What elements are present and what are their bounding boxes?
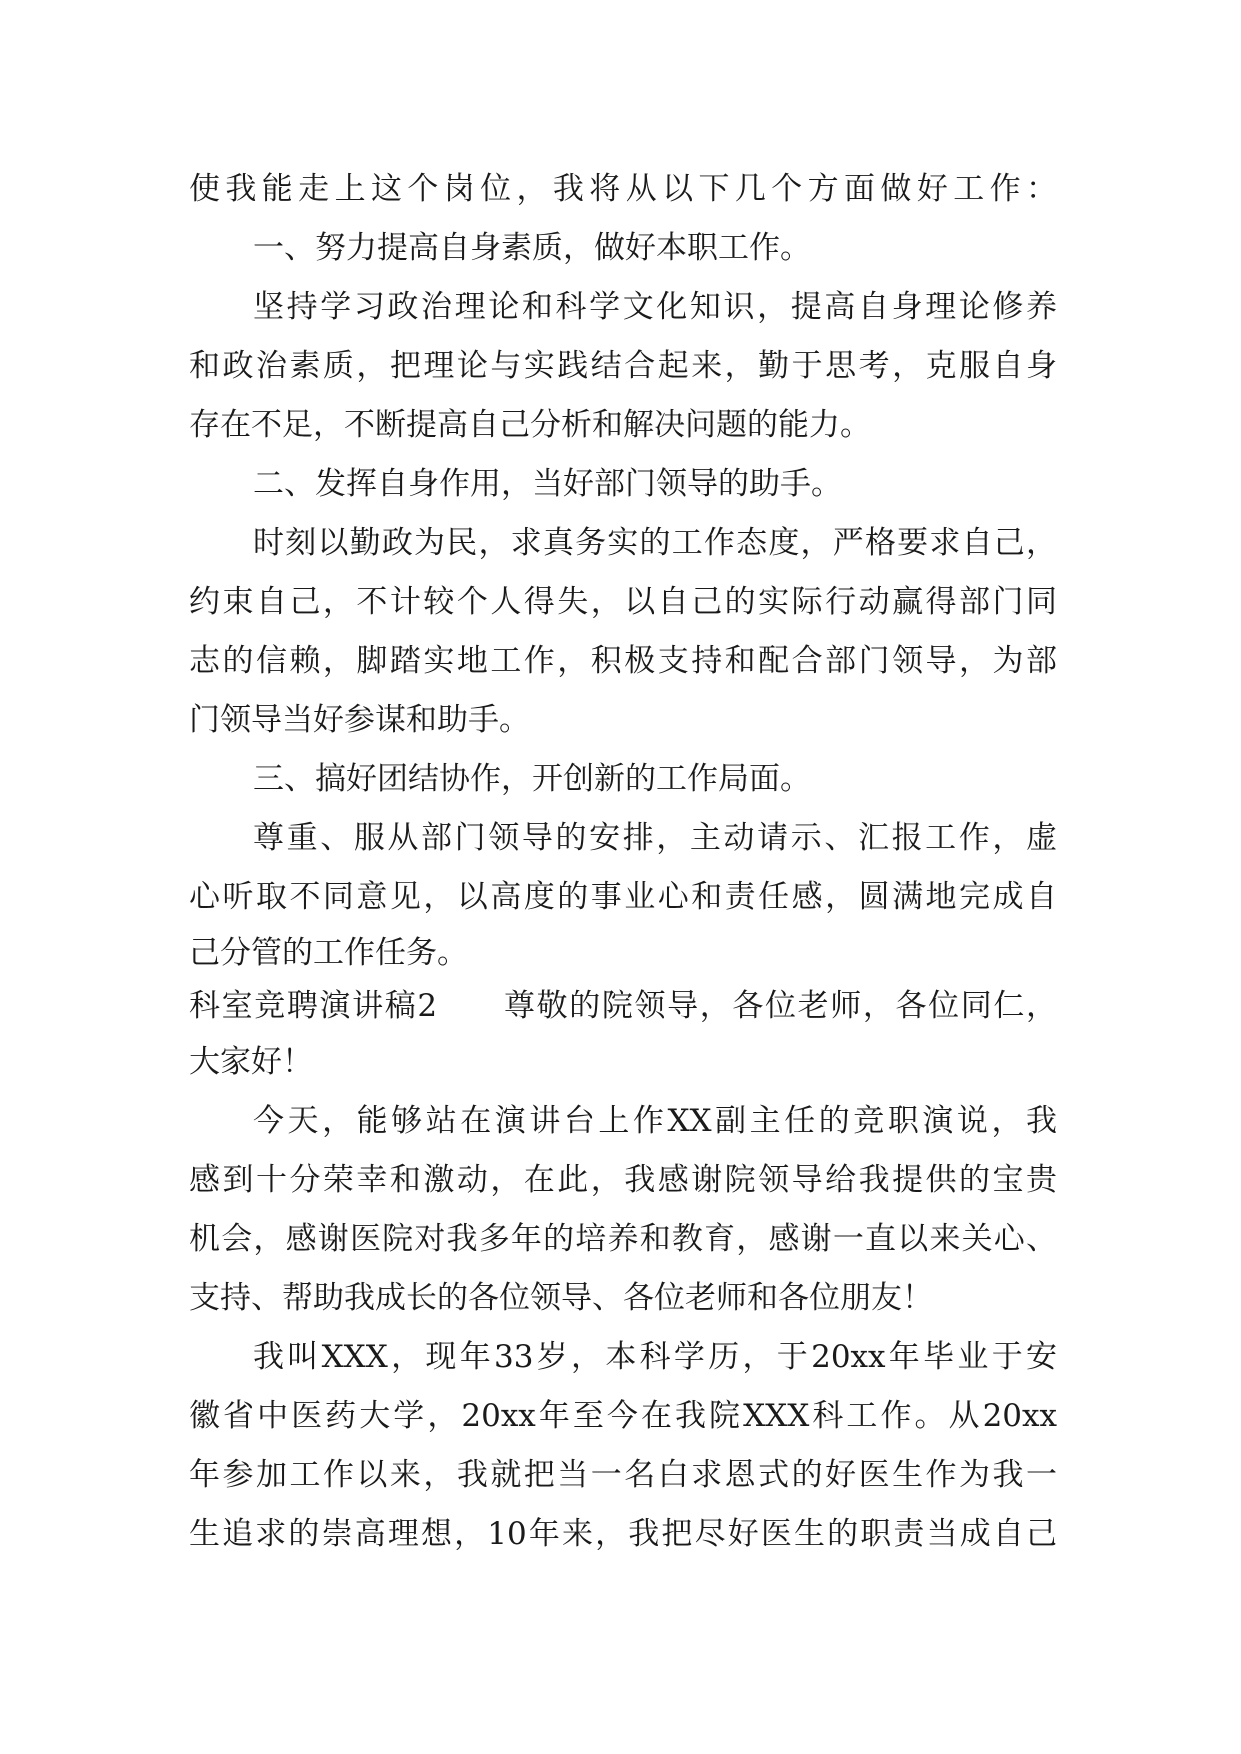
paragraph-line: 时刻以勤政为民，求真务实的工作态度，严格要求自己， bbox=[253, 525, 1057, 561]
paragraph-line: 存在不足，不断提高自己分析和解决问题的能力。 bbox=[189, 407, 871, 443]
paragraph-line: 感到十分荣幸和激动，在此，我感谢院领导给我提供的宝贵 bbox=[189, 1162, 1057, 1198]
paragraph-line: 己分管的工作任务。 bbox=[189, 935, 468, 971]
paragraph-line: 我叫XXX，现年33岁，本科学历，于20xx年毕业于安 bbox=[253, 1339, 1057, 1375]
paragraph-line: 使我能走上这个岗位，我将从以下几个方面做好工作： bbox=[189, 171, 1057, 207]
paragraph-line: 尊重、服从部门领导的安排，主动请示、汇报工作，虚 bbox=[253, 820, 1057, 856]
paragraph-line: 机会，感谢医院对我多年的培养和教育，感谢一直以来关心、 bbox=[189, 1221, 1057, 1257]
section-heading-3: 三、搞好团结协作，开创新的工作局面。 bbox=[253, 761, 811, 797]
speech-title-line: 科室竞聘演讲稿2 尊敬的院领导，各位老师，各位同仁， bbox=[189, 988, 1057, 1024]
section-heading-2: 二、发挥自身作用，当好部门领导的助手。 bbox=[253, 466, 842, 502]
paragraph-line: 今天，能够站在演讲台上作XX副主任的竞职演说，我 bbox=[253, 1103, 1057, 1139]
document-body bbox=[189, 160, 1057, 1564]
paragraph-line: 志的信赖，脚踏实地工作，积极支持和配合部门领导，为部 bbox=[189, 643, 1057, 679]
paragraph-line: 徽省中医药大学，20xx年至今在我院XXX科工作。从20xx bbox=[189, 1398, 1057, 1434]
section-heading-1: 一、努力提高自身素质，做好本职工作。 bbox=[253, 230, 811, 266]
paragraph-line: 年参加工作以来，我就把当一名白求恩式的好医生作为我一 bbox=[189, 1457, 1057, 1493]
paragraph-line: 约束自己，不计较个人得失，以自己的实际行动赢得部门同 bbox=[189, 584, 1057, 620]
paragraph-line: 门领导当好参谋和助手。 bbox=[189, 702, 530, 738]
greeting-line: 大家好！ bbox=[189, 1044, 313, 1080]
paragraph-line: 支持、帮助我成长的各位领导、各位老师和各位朋友！ bbox=[189, 1280, 933, 1316]
paragraph-line: 心听取不同意见，以高度的事业心和责任感，圆满地完成自 bbox=[189, 879, 1057, 915]
paragraph-line: 坚持学习政治理论和科学文化知识，提高自身理论修养 bbox=[253, 289, 1057, 325]
paragraph-line: 生追求的崇高理想，10年来，我把尽好医生的职责当成自己 bbox=[189, 1516, 1057, 1552]
paragraph-line: 和政治素质，把理论与实践结合起来，勤于思考，克服自身 bbox=[189, 348, 1057, 384]
